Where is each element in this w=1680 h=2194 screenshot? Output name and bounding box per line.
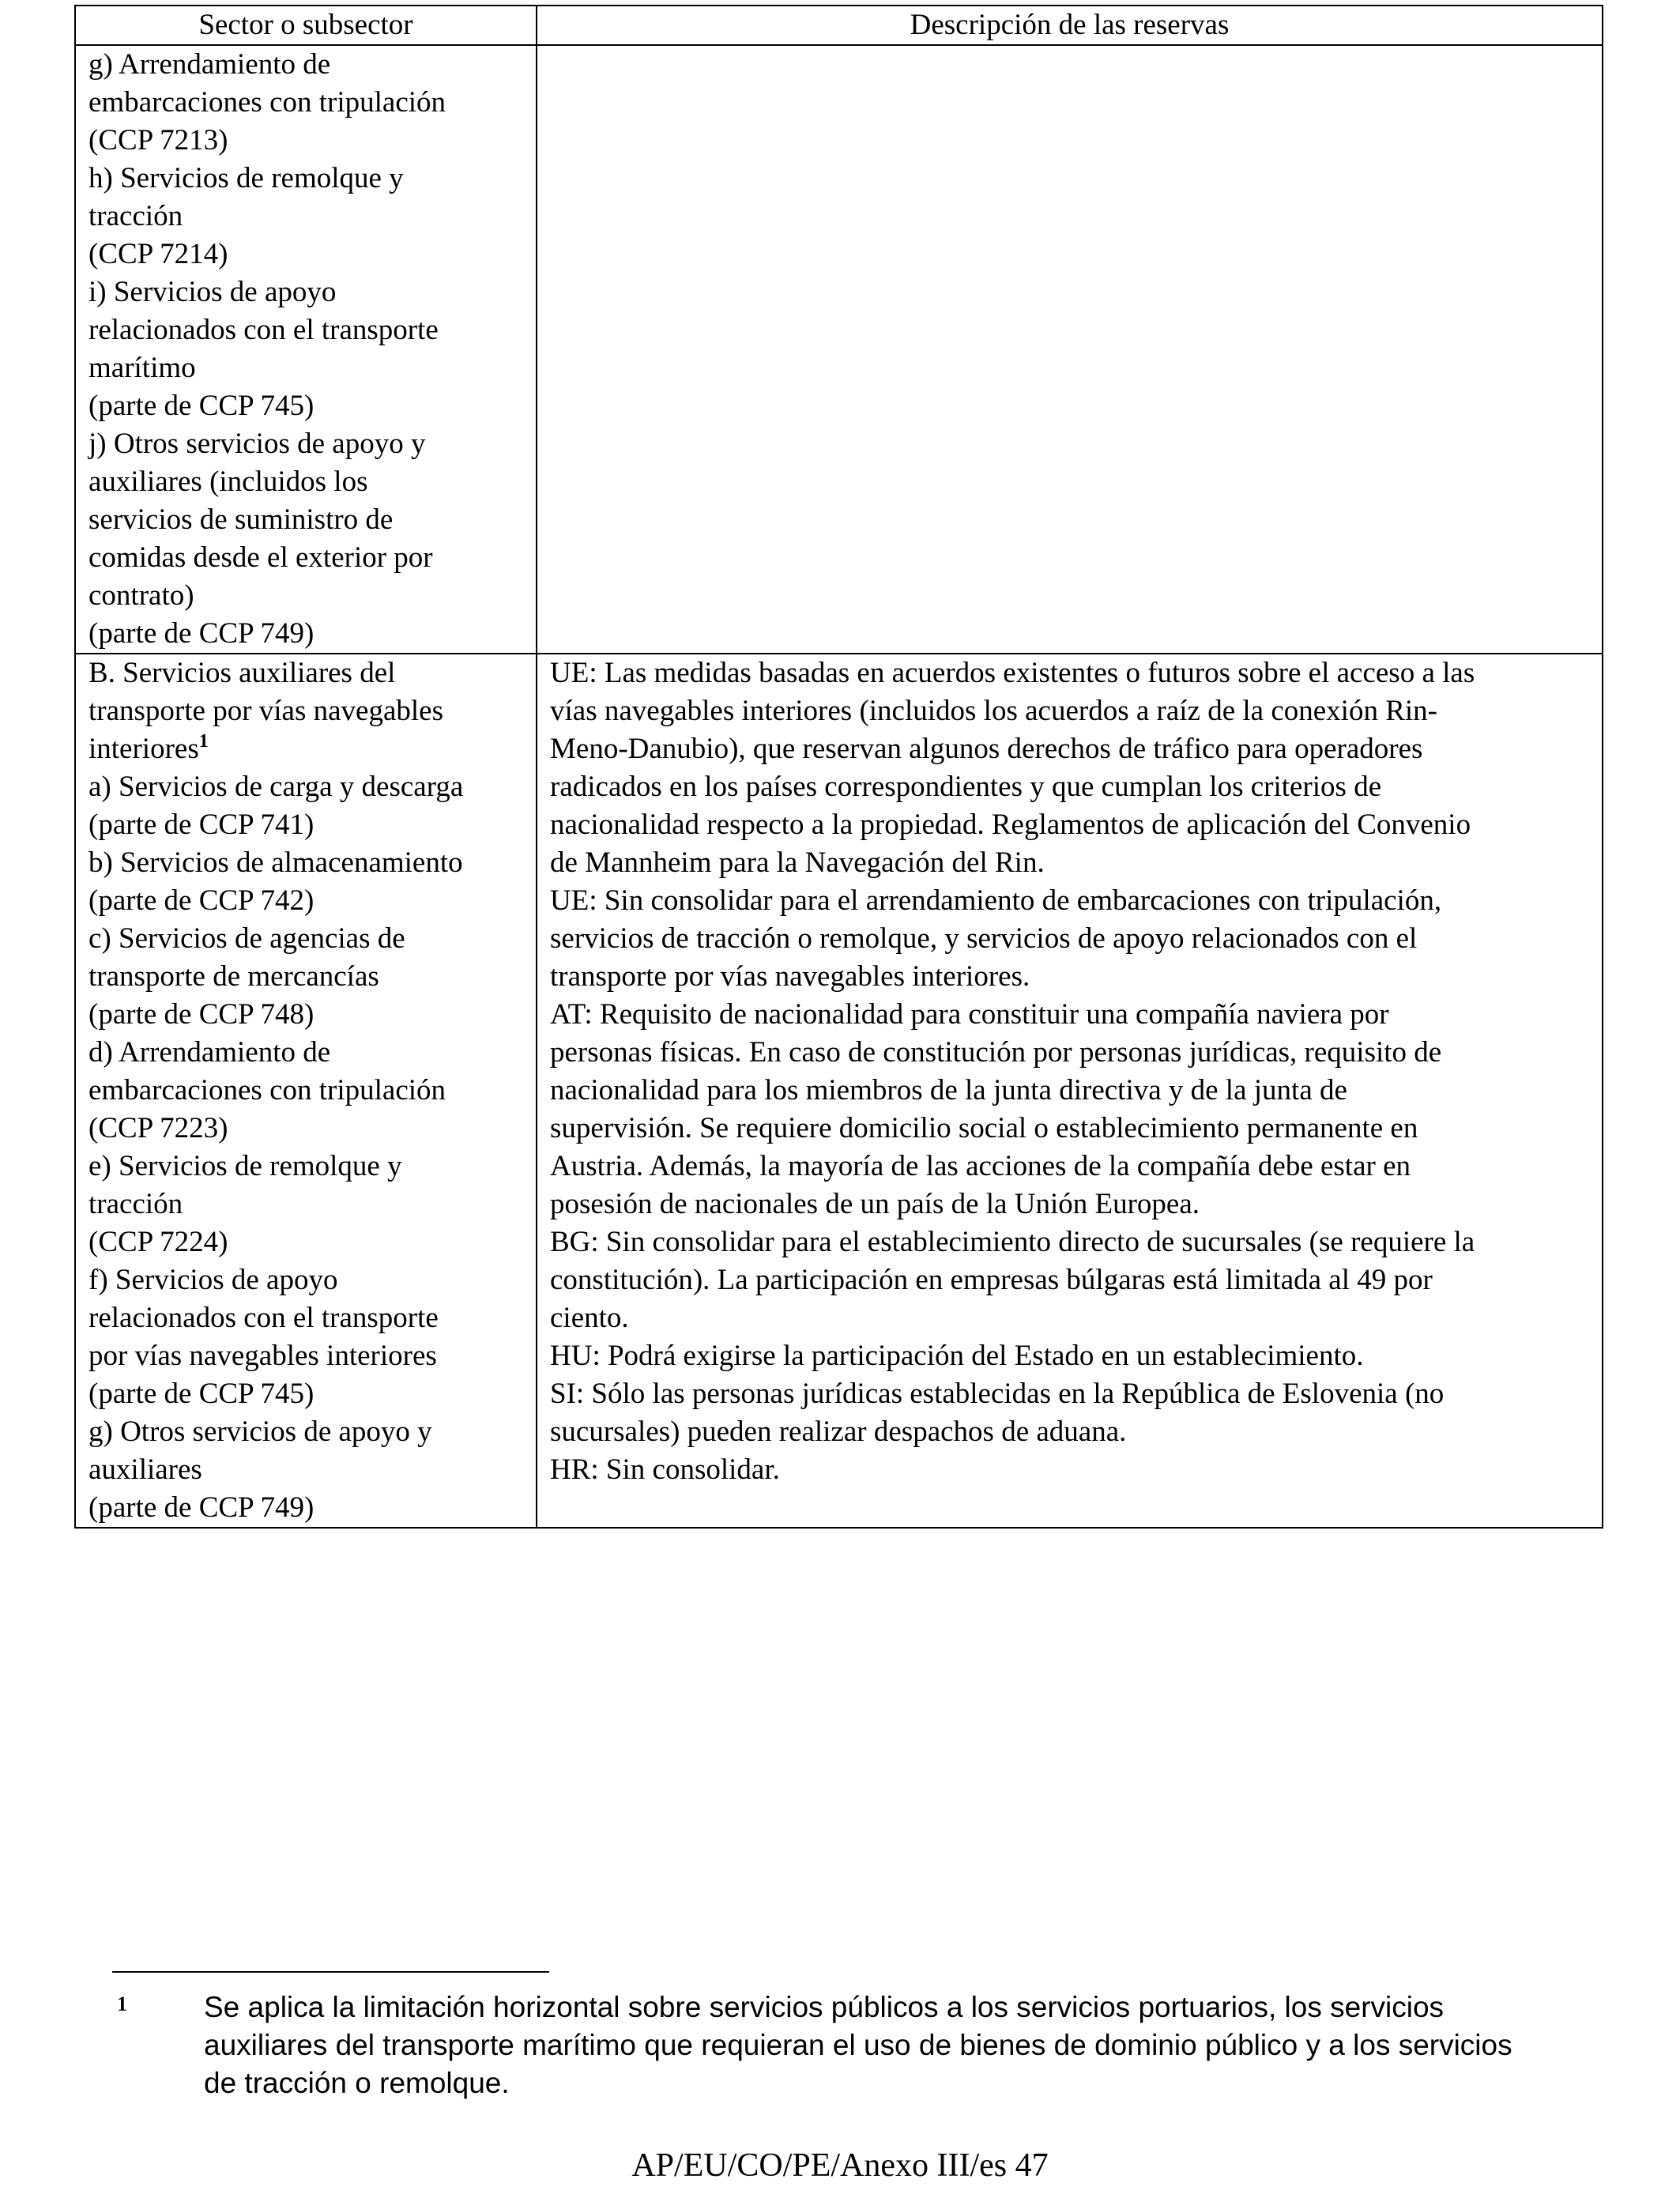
text-line: (parte de CCP 749)	[89, 617, 315, 650]
text-line: supervisión. Se requiere domicilio social o establecimiento permanente en	[550, 1112, 1418, 1144]
sector-cell	[75, 45, 537, 654]
table-row	[75, 45, 1603, 654]
text-line: sucursales) pueden realizar despachos de aduana.	[550, 1416, 1127, 1448]
header-sector: Sector o subsector	[75, 6, 537, 45]
text-line: (CCP 7214)	[89, 238, 228, 270]
text-line: (parte de CCP 745)	[89, 1378, 315, 1410]
text-line: ciento.	[550, 1302, 629, 1334]
text-line: embarcaciones con tripulación	[89, 86, 446, 119]
text-line: b) Servicios de almacenamiento	[89, 846, 463, 879]
text-line: tracción	[89, 200, 183, 232]
text-line: nacionalidad respecto a la propiedad. Reglamentos de aplicación del Convenio	[550, 809, 1471, 841]
text-line: BG: Sin consolidar para el establecimiento directo de sucursales (se requiere la	[550, 1226, 1475, 1258]
text-line: h) Servicios de remolque y	[89, 162, 404, 194]
text-line: nacionalidad para los miembros de la junta directiva y de la junta de	[550, 1074, 1347, 1106]
text-line: relacionados con el transporte	[89, 314, 439, 346]
text-line: g) Arrendamiento de	[89, 48, 331, 81]
sector-heading-line	[89, 730, 523, 768]
text-line: f) Servicios de apoyo	[89, 1264, 338, 1296]
footnote-reference[interactable]: 1	[198, 731, 209, 752]
text-line: radicados en los países correspondientes y que cumplan los criterios de	[550, 771, 1382, 803]
page-footer: AP/EU/CO/PE/Anexo III/es 47	[631, 2147, 1049, 2184]
text-line: (CCP 7224)	[89, 1226, 228, 1258]
text-line: transporte de mercancías	[89, 960, 379, 993]
text-line: tracción	[89, 1188, 183, 1220]
text-line: de Mannheim para la Navegación del Rin.	[550, 846, 1045, 879]
sector-lines	[89, 768, 523, 1527]
text-line: Se aplica la limitación horizontal sobre servicios públicos a los servicios portuarios, los servicios	[204, 1991, 1445, 2023]
text-line: contrato)	[89, 579, 194, 612]
text-line: d) Arrendamiento de	[89, 1036, 331, 1069]
text-line: (CCP 7213)	[89, 124, 228, 156]
text-line: HU: Podrá exigirse la participación del Estado en un establecimiento.	[550, 1340, 1364, 1372]
text-line: HR: Sin consolidar.	[550, 1453, 780, 1486]
text-line: SI: Sólo las personas jurídicas establecidas en la República de Eslovenia (no	[550, 1378, 1445, 1410]
text-line: embarcaciones con tripulación	[89, 1074, 446, 1106]
text-line: (parte de CCP 745)	[89, 390, 315, 422]
text-line: Meno-Danubio), que reservan algunos derechos de tráfico para operadores	[550, 733, 1423, 765]
description-cell	[537, 654, 1603, 1528]
text-line: servicios de suministro de	[89, 503, 394, 536]
text-line: marítimo	[89, 352, 196, 384]
sector-heading-text: interiores	[89, 733, 199, 765]
text-line: personas físicas. En caso de constitución por personas jurídicas, requisito de	[550, 1036, 1442, 1069]
text-line: auxiliares del transporte marítimo que requieran el uso de bienes de dominio público y a los servicios	[204, 2029, 1512, 2061]
text-line: (parte de CCP 748)	[89, 998, 315, 1031]
footnote-text	[204, 1989, 1595, 2102]
text-line: por vías navegables interiores	[89, 1340, 437, 1372]
text-line: constitución). La participación en empresas búlgaras está limitada al 49 por	[550, 1264, 1433, 1296]
text-line: (parte de CCP 749)	[89, 1491, 315, 1524]
text-line: auxiliares	[89, 1453, 202, 1486]
sector-lines	[89, 46, 523, 653]
text-line: c) Servicios de agencias de	[89, 922, 405, 955]
header-description: Descripción de las reservas	[537, 6, 1603, 45]
text-line: de tracción o remolque.	[204, 2067, 510, 2099]
text-line: UE: Sin consolidar para el arrendamiento de embarcaciones con tripulación,	[550, 884, 1442, 917]
table-row	[75, 654, 1603, 1528]
text-line: UE: Las medidas basadas en acuerdos existentes o futuros sobre el acceso a las	[550, 657, 1475, 689]
text-line: vías navegables interiores (incluidos los acuerdos a raíz de la conexión Rin-	[550, 695, 1437, 727]
text-line: g) Otros servicios de apoyo y	[89, 1416, 432, 1448]
sector-cell	[75, 654, 537, 1528]
text-line: servicios de tracción o remolque, y servicios de apoyo relacionados con el	[550, 922, 1418, 955]
table-header-row	[75, 6, 1603, 45]
text-line: posesión de nacionales de un país de la Unión Europea.	[550, 1188, 1200, 1220]
description-cell	[537, 45, 1603, 654]
sector-heading-line: transporte por vías navegables	[89, 695, 443, 727]
footnote-separator	[112, 1971, 549, 1973]
text-line: a) Servicios de carga y descarga	[89, 771, 464, 803]
text-line: (parte de CCP 741)	[89, 809, 315, 841]
text-line: j) Otros servicios de apoyo y	[89, 428, 426, 460]
sector-heading-line: B. Servicios auxiliares del	[89, 657, 396, 689]
text-line: relacionados con el transporte	[89, 1302, 439, 1334]
text-line: comidas desde el exterior por	[89, 541, 433, 574]
description-lines	[550, 654, 1589, 1489]
text-line: (parte de CCP 742)	[89, 884, 315, 917]
text-line: e) Servicios de remolque y	[89, 1150, 402, 1182]
text-line: (CCP 7223)	[89, 1112, 228, 1144]
text-line: i) Servicios de apoyo	[89, 276, 337, 308]
text-line: AT: Requisito de nacionalidad para constituir una compañía naviera por	[550, 998, 1389, 1031]
text-line: Austria. Además, la mayoría de las acciones de la compañía debe estar en	[550, 1150, 1411, 1182]
text-line: auxiliares (incluidos los	[89, 466, 368, 498]
reserves-table	[74, 5, 1603, 1529]
text-line: transporte por vías navegables interiores.	[550, 960, 1030, 993]
footnote-mark: 1	[117, 1992, 127, 2015]
